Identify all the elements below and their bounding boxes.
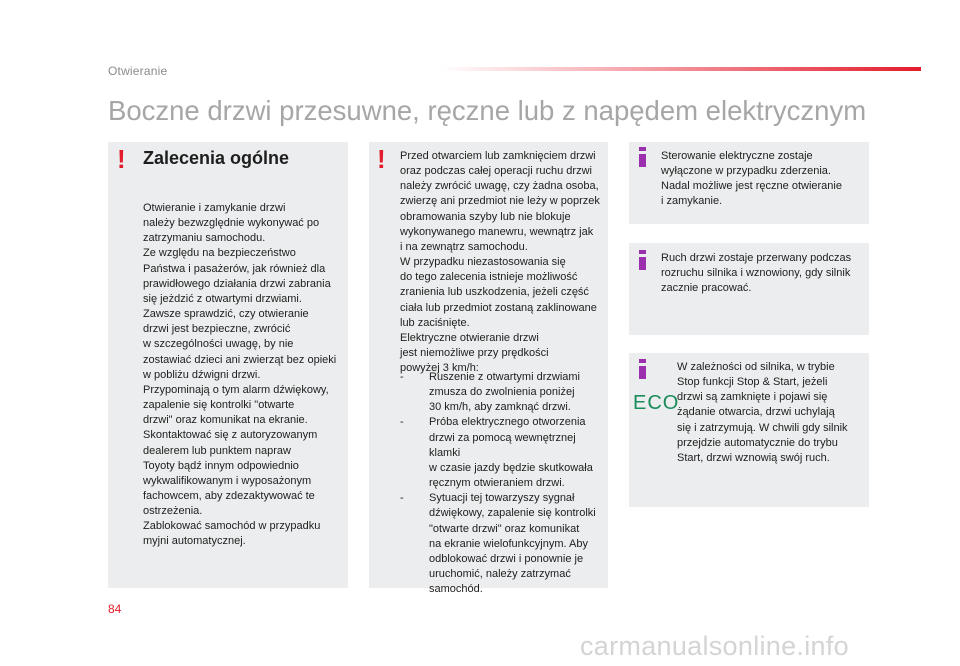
safety-warning-text: Przed otwarciem lub zamknięciem drzwi oraz podczas całej operacji ruchu drzwi należy zwrócić uwagę, czy żadna osoba, zwierzę ani przedmiot nie leży w poprzek obramowania szyby lub nie blokuje wykonywanego manewru, wewnątrz jak i na zewnątrz samochodu. W przypadku niezastosowania się do tego zalecenia istnieje możliwość zranienia lub uszkodzenia, jeżeli część ciała lub przedmiot zostaną zaklinowane lub zaciśnięte. Elektryczne otwieranie drzwi jest niemożliwe przy prędkości powyżej 3 km/h: [400, 150, 600, 375]
info-icon [638, 147, 648, 167]
page-title: Boczne drzwi przesuwne, ręczne lub z napędem elektrycznym [108, 95, 867, 126]
list-dash: - [400, 416, 404, 429]
list-item-text: Próba elektrycznego otworzenia drzwi za pomocą wewnętrznej klamki w czasie jazdy będzie skutkowała ręcznym otwieraniem drzwi. [429, 416, 593, 490]
eco-icon: ECO [633, 392, 680, 414]
list-dash: - [400, 371, 404, 383]
list-item [400, 415, 606, 491]
section-label: Otwieranie [108, 64, 168, 78]
general-recommendations-text: Otwieranie i zamykanie drzwi należy bezwzględnie wykonywać po zatrzymaniu samochodu. Ze względu na bezpieczeństwo Państwa i pasażerów, jak również dla prawidłowego działania drzwi zabrania się jeżdzić z otwartymi drzwiami. Zawsze sprawdzić, czy otwieranie drzwi jest bezpieczne, zwrócić w szczególności uwagę, by nie zostawiać dzieci ani zwierząt bez opieki w pobliżu dźwigni drzwi. Przypominają o tym alarm dźwiękowy, zapalenie się kontrolki "otwarte drzwi" oraz komunikat na ekranie. Skontaktować się z autoryzowanym dealerem lub punktem napraw Toyoty bądź innym odpowiednio wykwalifikowanym i wyposażonym fachowcem, aby zdezaktywować te ostrzeżenia. Zablokować samochód w przypadku myjni automatycznej. [143, 202, 337, 548]
info-icon [638, 250, 648, 270]
list-item [400, 370, 606, 415]
info-text-stop-start: W zależności od silnika, w trybie Stop funkcji Stop & Start, jeżeli drzwi są zamknięte i pojawi się żądanie otwarcia, drzwi uchylają się i zatrzymują. W chwili gdy silnik przejdzie automatycznie do trybu Start, drzwi wznowią swój ruch. [677, 361, 848, 464]
warning-icon: ! [117, 144, 126, 174]
header-accent-rule [440, 67, 921, 71]
info-text-engine-start: Ruch drzwi zostaje przerwany podczas rozruchu silnika i wznowiony, gdy silnik zacznie pracować. [661, 252, 852, 295]
panel-heading: Zalecenia ogólne [143, 148, 290, 168]
watermark: carmanualsonline.info [580, 631, 849, 661]
info-icon [638, 359, 648, 379]
list-item-text: Ruszenie z otwartymi drzwiami zmusza do zwolnienia poniżej 30 km/h, aby zamknąć drzwi. [429, 371, 580, 414]
list-item [400, 491, 606, 597]
list-item-text: Sytuacji tej towarzyszy sygnał dźwiękowy, zapalenie się kontrolki "otwarte drzwi" oraz komunikat na ekranie wielofunkcyjnym. Aby odblokować drzwi i ponownie je uruchomić, należy zatrzymać samochód. [429, 492, 596, 596]
warning-icon: ! [377, 144, 386, 174]
info-text-collision: Sterowanie elektryczne zostaje wyłączone w przypadku zderzenia. Nadal możliwe jest ręczne otwieranie i zamykanie. [661, 150, 842, 208]
speed-limit-list [400, 370, 606, 597]
list-dash: - [400, 492, 404, 505]
page-number: 84 [108, 602, 122, 616]
